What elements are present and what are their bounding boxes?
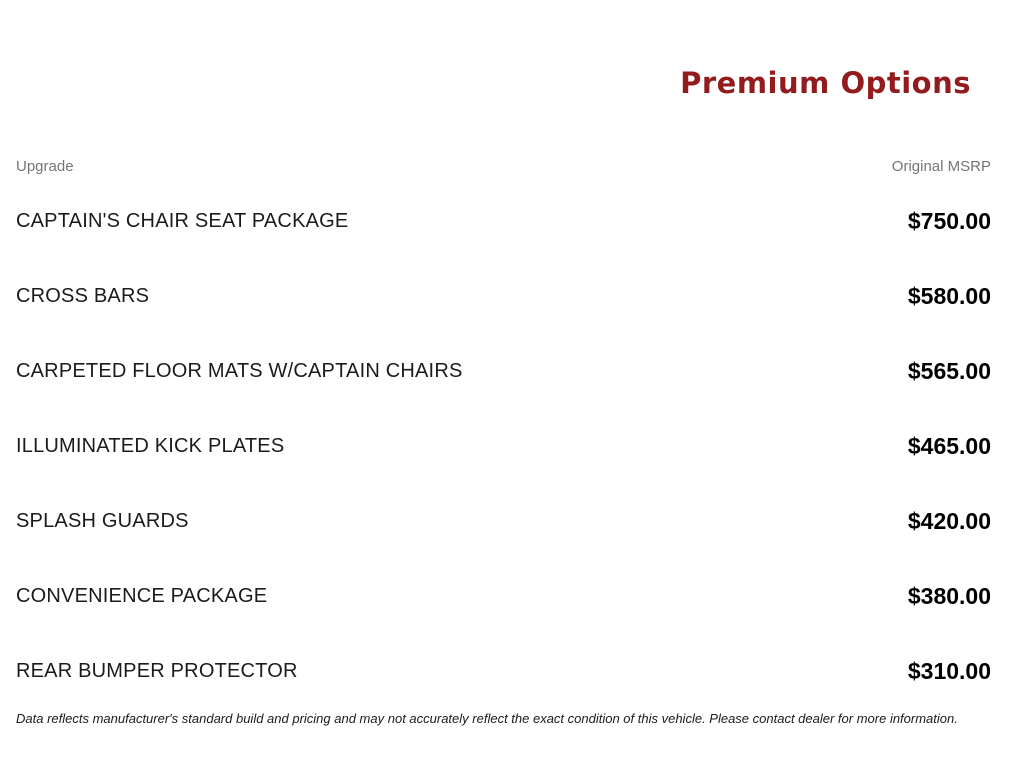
option-name: ILLUMINATED KICK PLATES bbox=[16, 435, 285, 457]
options-table bbox=[16, 148, 991, 709]
option-name: CONVENIENCE PACKAGE bbox=[16, 585, 268, 607]
option-price: $310.00 bbox=[907, 658, 991, 684]
option-name: REAR BUMPER PROTECTOR bbox=[16, 660, 298, 682]
column-header-upgrade: Upgrade bbox=[16, 157, 74, 175]
option-price: $465.00 bbox=[907, 433, 991, 459]
column-header-original-msrp: Original MSRP bbox=[891, 157, 991, 175]
table-header-row bbox=[16, 148, 991, 184]
option-price: $420.00 bbox=[907, 508, 991, 534]
table-row bbox=[16, 259, 991, 334]
option-price: $565.00 bbox=[907, 358, 991, 384]
table-row bbox=[16, 484, 991, 559]
option-price: $580.00 bbox=[907, 283, 991, 309]
disclaimer-text: Data reflects manufacturer's standard build and pricing and may not accurately reflect the exact condition of this vehicle. Please contact dealer for more information. bbox=[16, 711, 958, 726]
option-name: CAPTAIN'S CHAIR SEAT PACKAGE bbox=[16, 210, 349, 232]
table-row bbox=[16, 634, 991, 709]
table-row bbox=[16, 334, 991, 409]
option-price: $380.00 bbox=[907, 583, 991, 609]
option-price: $750.00 bbox=[907, 208, 991, 234]
option-name: CARPETED FLOOR MATS W/CAPTAIN CHAIRS bbox=[16, 360, 463, 382]
table-row bbox=[16, 409, 991, 484]
page-title: Premium Options bbox=[680, 66, 971, 101]
option-name: CROSS BARS bbox=[16, 285, 150, 307]
table-row bbox=[16, 184, 991, 259]
table-row bbox=[16, 559, 991, 634]
option-name: SPLASH GUARDS bbox=[16, 510, 189, 532]
